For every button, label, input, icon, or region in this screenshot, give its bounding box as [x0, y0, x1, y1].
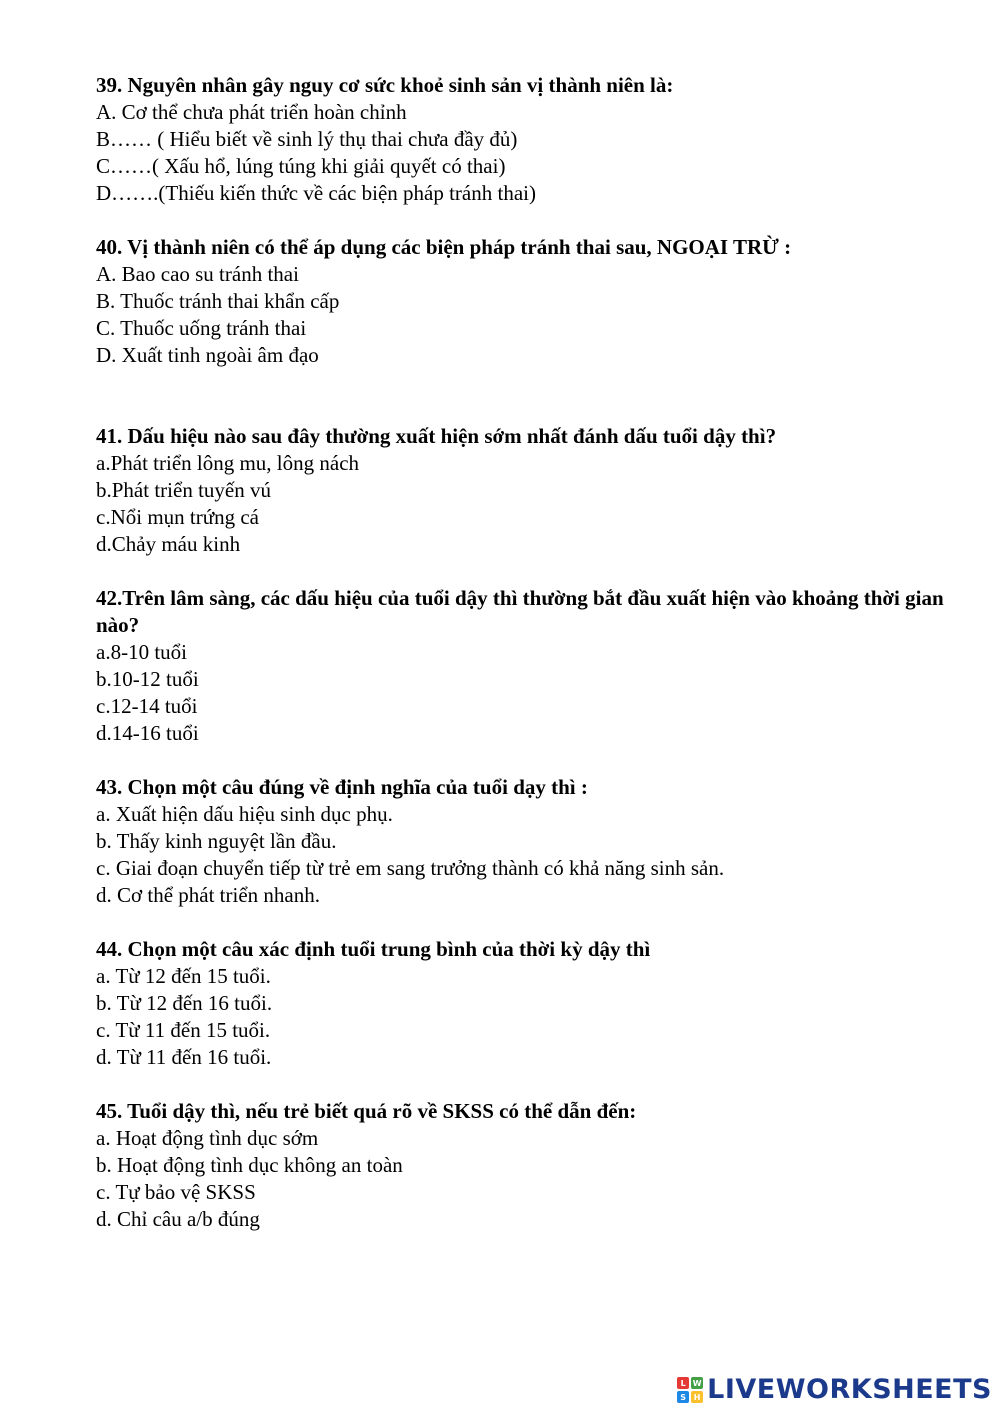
question-title: 41. Dấu hiệu nào sau đây thường xuất hiện sớm nhất đánh dấu tuổi dậy thì? — [96, 424, 777, 448]
question-title: 45. Tuổi dậy thì, nếu trẻ biết quá rõ về SKSS có thể dẫn đến: — [96, 1099, 637, 1123]
option-b: b. Hoạt động tình dục không an toàn — [96, 1153, 403, 1177]
logo-block: S — [677, 1391, 689, 1403]
option-b: b. Thấy kinh nguyệt lần đầu. — [96, 829, 337, 853]
option-c: C……( Xấu hổ, lúng túng khi giải quyết có thai) — [96, 154, 506, 178]
option-b: B. Thuốc tránh thai khẩn cấp — [96, 289, 340, 313]
spacer — [96, 207, 956, 234]
logo-text: LIVEWORKSHEETS — [707, 1374, 992, 1405]
spacer — [96, 1071, 956, 1098]
option-d: d. Chỉ câu a/b đúng — [96, 1207, 260, 1231]
option-d: d.14-16 tuổi — [96, 721, 199, 745]
option-a: a.Phát triển lông mu, lông nách — [96, 451, 360, 475]
option-b: B…… ( Hiểu biết về sinh lý thụ thai chưa đầy đủ) — [96, 127, 518, 151]
option-c: c.12-14 tuổi — [96, 694, 198, 718]
option-b: b.Phát triển tuyến vú — [96, 478, 271, 502]
question-42 — [96, 585, 956, 747]
question-title: 43. Chọn một câu đúng về định nghĩa của tuổi dạy thì : — [96, 775, 588, 799]
logo-block: H — [691, 1391, 703, 1403]
option-list — [96, 963, 956, 1071]
option-a: a.8-10 tuổi — [96, 640, 187, 664]
option-list — [96, 1125, 956, 1233]
question-title: 39. Nguyên nhân gây nguy cơ sức khoẻ sinh sản vị thành niên là: — [96, 73, 674, 97]
spacer — [96, 369, 956, 423]
option-d: d. Từ 11 đến 16 tuổi. — [96, 1045, 272, 1069]
spacer — [96, 909, 956, 936]
option-list — [96, 801, 956, 909]
option-c: c.Nổi mụn trứng cá — [96, 505, 260, 529]
option-c: c. Giai đoạn chuyển tiếp từ trẻ em sang trưởng thành có khả năng sinh sản. — [96, 856, 725, 880]
option-list — [96, 450, 956, 558]
option-d: d. Cơ thể phát triển nhanh. — [96, 883, 320, 907]
option-b: b.10-12 tuổi — [96, 667, 199, 691]
option-d: D…….(Thiếu kiến thức về các biện pháp tránh thai) — [96, 181, 536, 205]
option-c: C. Thuốc uống tránh thai — [96, 316, 307, 340]
liveworksheets-logo — [677, 1373, 992, 1407]
option-a: A. Cơ thể chưa phát triển hoàn chỉnh — [96, 100, 407, 124]
question-title: 44. Chọn một câu xác định tuổi trung bình của thời kỳ dậy thì — [96, 937, 651, 961]
question-40 — [96, 234, 956, 369]
option-a: a. Xuất hiện dấu hiệu sinh dục phụ. — [96, 802, 393, 826]
option-d: d.Chảy máu kinh — [96, 532, 241, 556]
option-a: A. Bao cao su tránh thai — [96, 262, 299, 286]
logo-block: W — [692, 1378, 702, 1388]
option-c: c. Từ 11 đến 15 tuổi. — [96, 1018, 271, 1042]
option-list — [96, 261, 956, 369]
option-b: b. Từ 12 đến 16 tuổi. — [96, 991, 273, 1015]
logo-blocks-icon — [677, 1377, 703, 1403]
question-39 — [96, 72, 956, 207]
option-list — [96, 639, 956, 747]
worksheet-page — [96, 72, 956, 1233]
question-44 — [96, 936, 956, 1071]
logo-block: L — [677, 1377, 689, 1389]
option-a: a. Từ 12 đến 15 tuổi. — [96, 964, 271, 988]
question-title: 40. Vị thành niên có thể áp dụng các biện pháp tránh thai sau, NGOẠI TRỪ : — [96, 235, 792, 259]
question-43 — [96, 774, 956, 909]
spacer — [96, 558, 956, 585]
option-list — [96, 99, 956, 207]
question-title: 42.Trên lâm sàng, các dấu hiệu của tuổi dậy thì thường bắt đầu xuất hiện vào khoảng thời gian nào? — [96, 586, 944, 637]
question-41 — [96, 423, 956, 558]
spacer — [96, 747, 956, 774]
question-45 — [96, 1098, 956, 1233]
option-c: c. Tự bảo vệ SKSS — [96, 1180, 256, 1204]
option-a: a. Hoạt động tình dục sớm — [96, 1126, 319, 1150]
option-d: D. Xuất tinh ngoài âm đạo — [96, 343, 319, 367]
